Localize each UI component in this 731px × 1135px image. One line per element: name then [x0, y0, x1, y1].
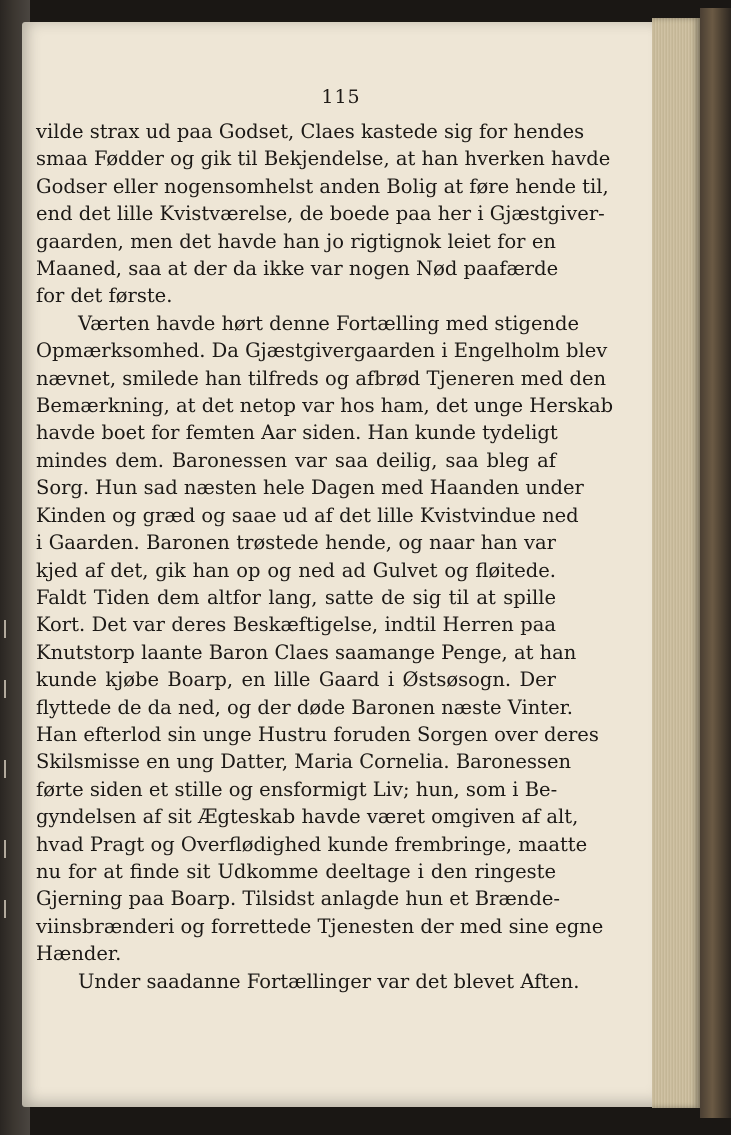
text-line: viinsbrænderi og forrettede Tjenesten der med sine egne	[36, 914, 604, 938]
text-line: Faldt Tiden dem altfor lang, satte de sig til at spille	[36, 585, 556, 609]
text-line: i Gaarden. Baronen trøstede hende, og naar han var	[36, 531, 556, 555]
text-line: Sorg. Hun sad næsten hele Dagen med Haanden under	[36, 476, 584, 500]
text-line: kunde kjøbe Boarp, en lille Gaard i Østsøsogn. Der	[36, 668, 556, 692]
edge-mark	[4, 680, 6, 698]
text-line: vilde strax ud paa Godset, Claes kastede sig for hendes	[36, 120, 585, 143]
text-line: Skilsmisse en ung Datter, Maria Cornelia. Baronessen	[36, 750, 572, 774]
text-line: Han efterlod sin unge Hustru foruden Sorgen over deres	[36, 722, 599, 746]
body-text	[36, 118, 614, 995]
edge-mark	[4, 620, 6, 638]
text-line: gyndelsen af sit Ægteskab havde været omgiven af alt,	[36, 805, 579, 829]
text-line: Kinden og græd og saae ud af det lille Kvistvindue ned	[36, 503, 579, 527]
book-cover-edge	[700, 8, 731, 1118]
text-line: Gjerning paa Boarp. Tilsidst anlagde hun et Brænde-	[36, 887, 560, 911]
text-line: nævnet, smilede han tilfreds og afbrød Tjeneren med den	[36, 366, 607, 390]
edge-mark	[4, 900, 6, 918]
text-line: Knutstorp laante Baron Claes saamange Penge, at han	[36, 640, 577, 664]
page-number: 115	[321, 86, 361, 108]
text-line: førte siden et stille og ensformigt Liv; hun, som i Be-	[36, 777, 558, 801]
edge-mark	[4, 840, 6, 858]
text-line: smaa Fødder og gik til Bekjendelse, at han hverken havde	[36, 147, 611, 171]
text-line: gaarden, men det havde han jo rigtignok leiet for en	[36, 229, 556, 253]
text-line: Værten havde hørt denne Fortælling med stigende	[78, 311, 580, 335]
text-line: mindes dem. Baronessen var saa deilig, saa bleg af	[36, 448, 556, 472]
text-line: nu for at finde sit Udkomme deeltage i den ringeste	[36, 859, 556, 883]
text-line: Godser eller nogensomhelst anden Bolig at føre hende til,	[36, 174, 609, 198]
text-line: end det lille Kvistværelse, de boede paa her i Gjæstgiver-	[36, 202, 605, 226]
page-stack-edge	[652, 18, 700, 1108]
text-line: havde boet for femten Aar siden. Han kunde tydeligt	[36, 421, 558, 445]
text-line: Maaned, saa at der da ikke var nogen Nød paafærde	[36, 257, 559, 281]
text-line: Opmærksomhed. Da Gjæstgivergaarden i Engelholm blev	[36, 339, 608, 363]
text-line: flyttede de da ned, og der døde Baronen næste Vinter.	[36, 695, 574, 719]
text-line: kjed af det, gik han op og ned ad Gulvet og fløitede.	[36, 558, 556, 582]
text-line: Hænder.	[36, 942, 122, 966]
text-line: hvad Pragt og Overflødighed kunde frembringe, maatte	[36, 832, 588, 856]
edge-mark	[4, 760, 6, 778]
text-line: for det første.	[36, 284, 173, 308]
text-line: Bemærkning, at det netop var hos ham, det unge Herskab	[36, 394, 614, 418]
text-line: Under saadanne Fortællinger var det blevet Aften.	[78, 969, 580, 993]
text-line: Kort. Det var deres Beskæftigelse, indtil Herren paa	[36, 613, 556, 637]
